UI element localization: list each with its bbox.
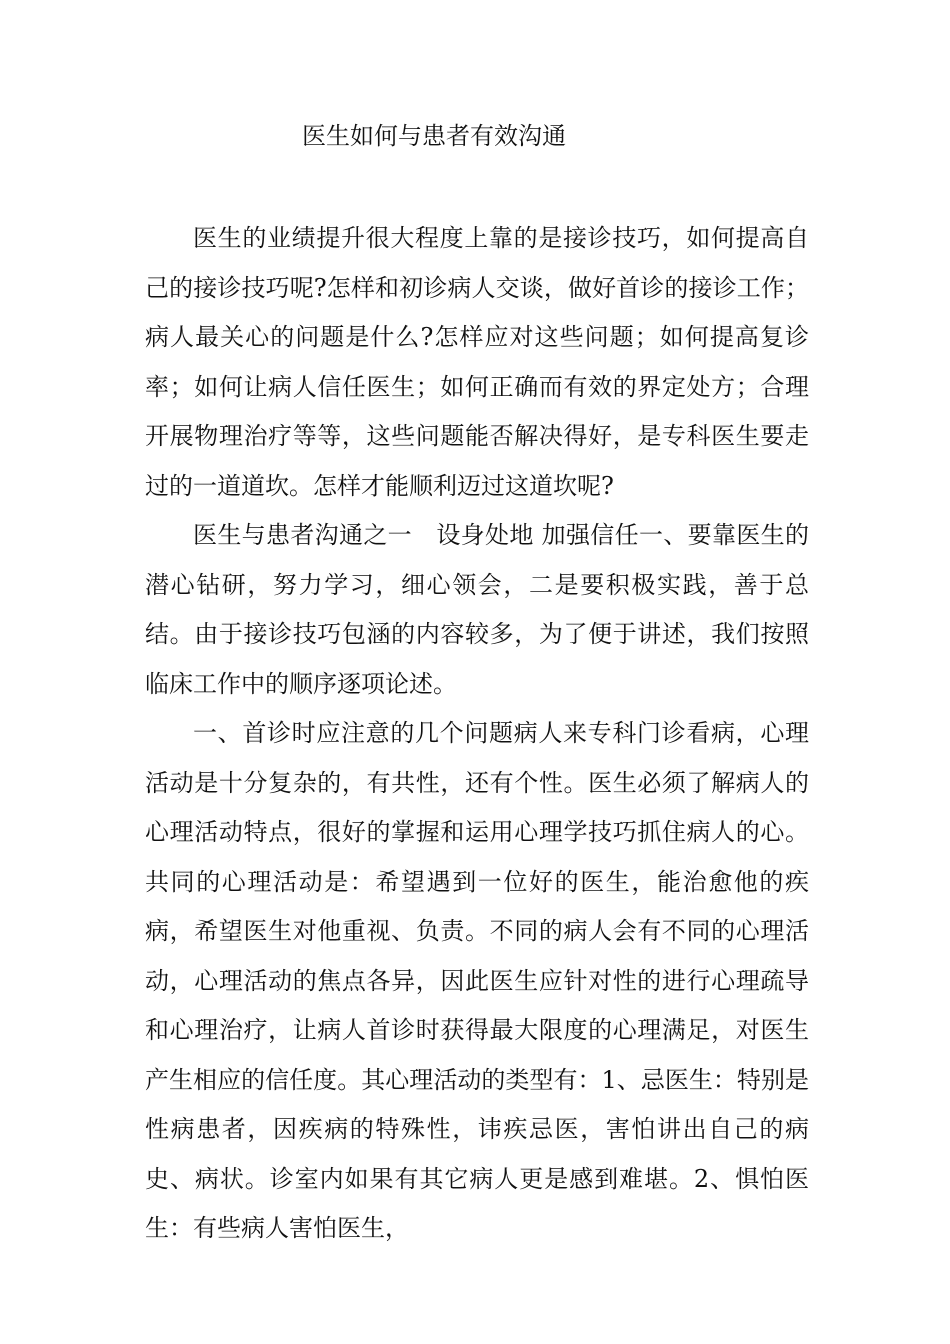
document-body [145, 214, 809, 1254]
paragraph: 医生与患者沟通之一 设身处地 加强信任一、要靠医生的潜心钻研，努力学习，细心领会，二是要积极实践，善于总结。由于接诊技巧包涵的内容较多，为了便于讲述，我们按照临床工作中的顺序逐项论述。 [145, 521, 809, 698]
paragraph: 医生的业绩提升很大程度上靠的是接诊技巧，如何提高自己的接诊技巧呢?怎样和初诊病人交谈，做好首诊的接诊工作；病人最关心的问题是什么?怎样应对这些问题；如何提高复诊率；如何让病人信任医生；如何正确而有效的界定处方；合理开展物理治疗等等，这些问题能否解决得好，是专科医生要走过的一道道坎。怎样才能顺利迈过这道坎呢? [145, 224, 809, 500]
paragraph: 一、首诊时应注意的几个问题病人来专科门诊看病，心理活动是十分复杂的，有共性，还有个性。医生必须了解病人的心理活动特点，很好的掌握和运用心理学技巧抓住病人的心。共同的心理活动是：希望遇到一位好的医生，能治愈他的疾病，希望医生对他重视、负责。不同的病人会有不同的心理活动，心理活动的焦点各异，因此医生应针对性的进行心理疏导和心理治疗，让病人首诊时获得最大限度的心理满足，对医生产生相应的信任度。其心理活动的类型有：1、忌医生：特别是性病患者，因疾病的特殊性，讳疾忌医，害怕讲出自己的病史、病状。诊室内如果有其它病人更是感到难堪。2、惧怕医生：有些病人害怕医生， [145, 719, 809, 1242]
document-title: 医生如何与患者有效沟通 [302, 122, 566, 150]
